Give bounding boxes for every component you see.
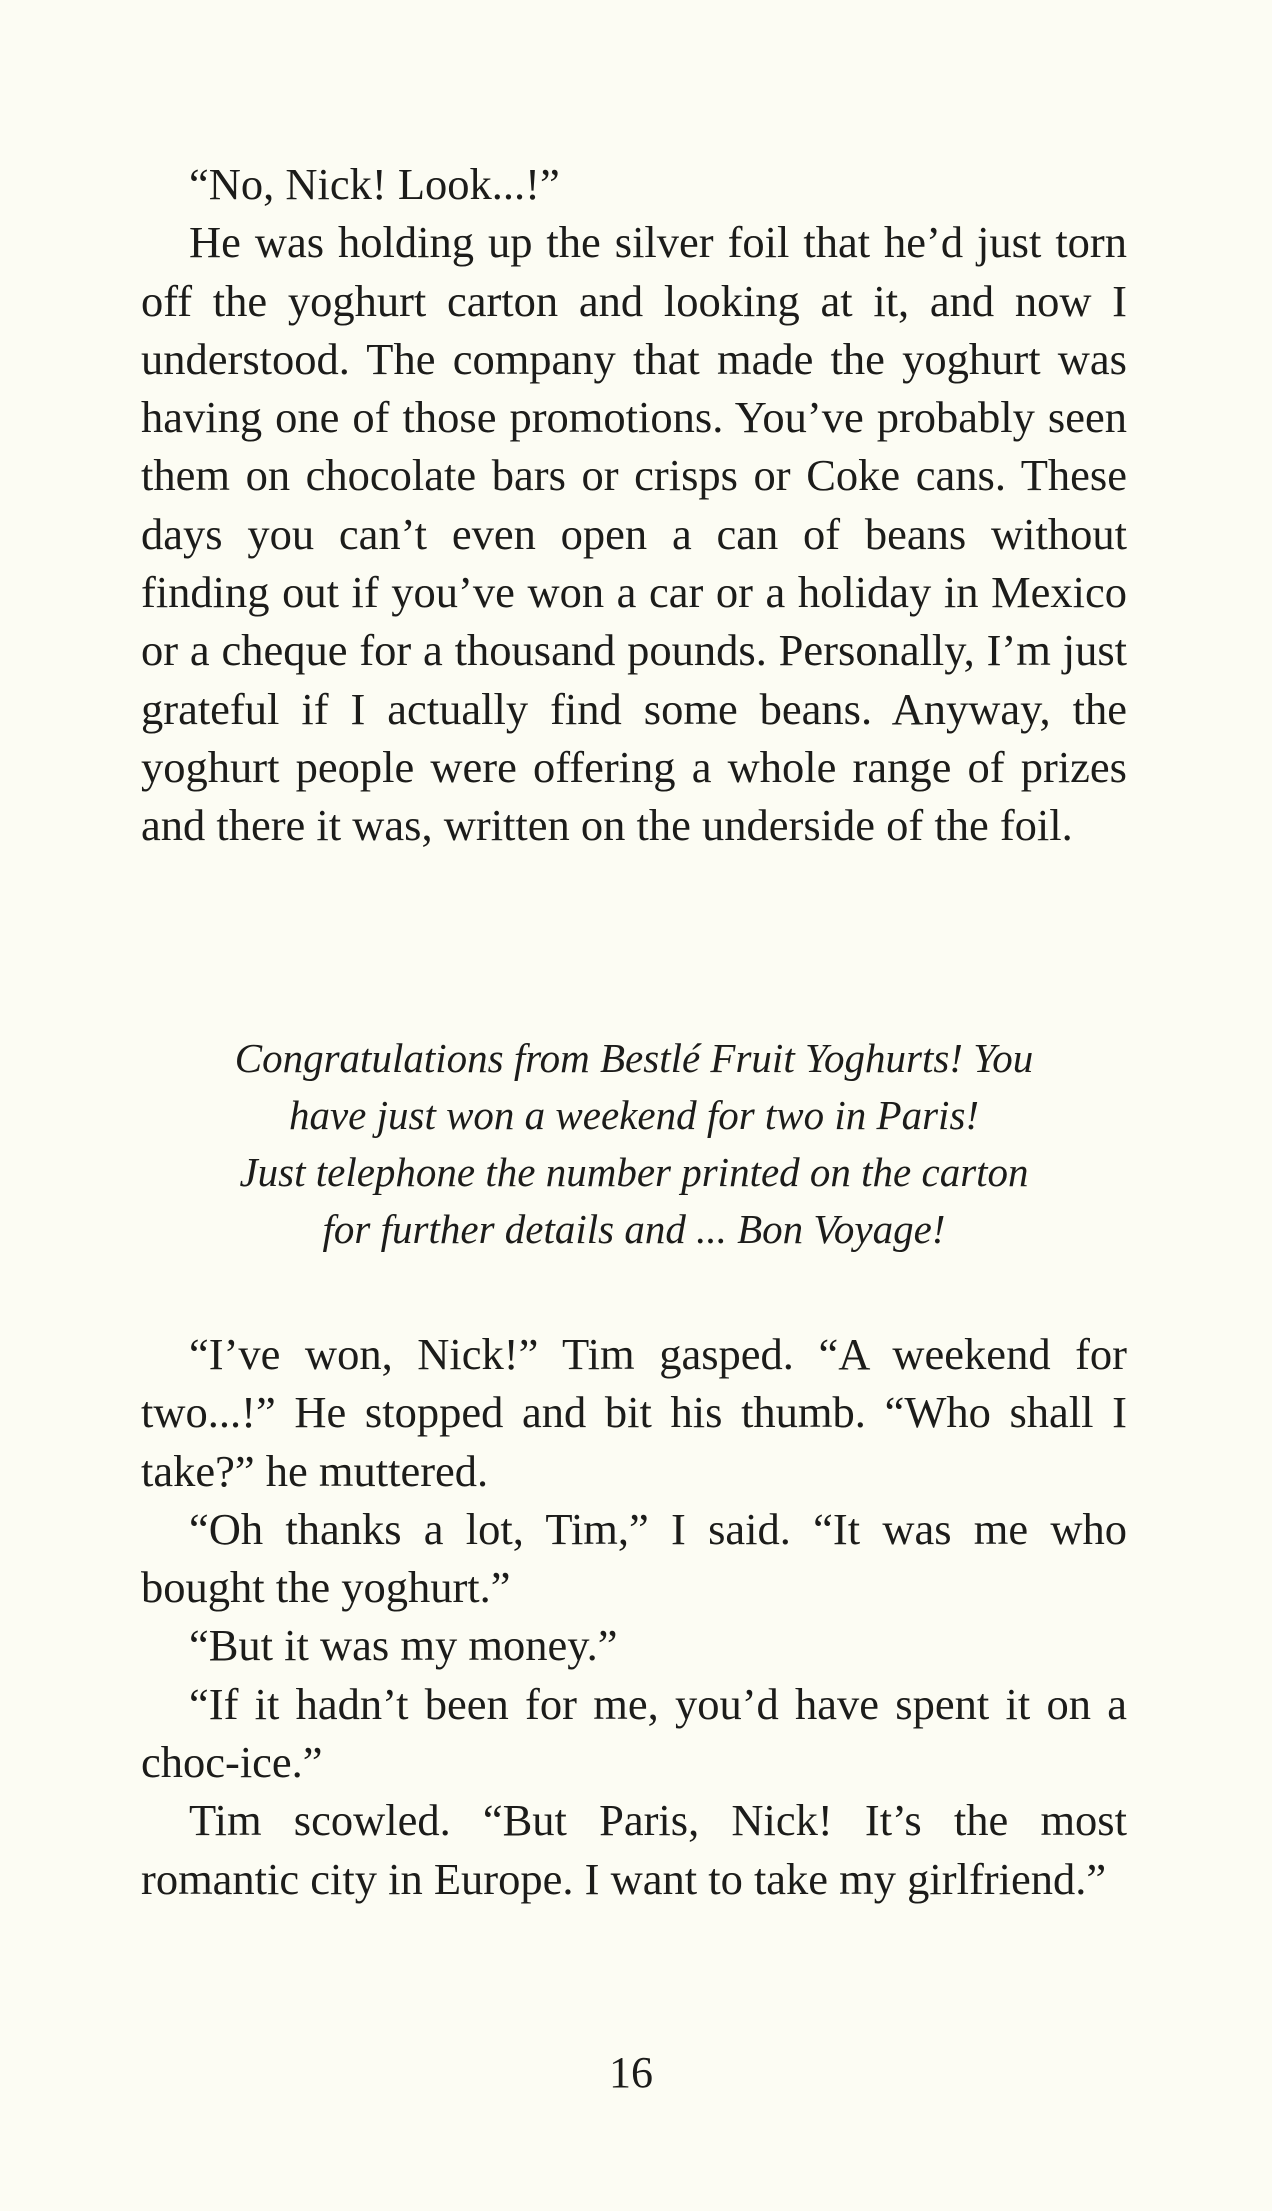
foil-message-line: Just telephone the number printed on the carton — [239, 1149, 1029, 1195]
paragraph: “But it was my money.” — [189, 1620, 618, 1671]
paragraph: “No, Nick! Look...!” — [189, 159, 560, 209]
paragraph: He was holding up the silver foil that he’d just torn off the yoghurt carton and looking at it, and now I understood. The company that made the yoghurt was having one of those promotions. You’ve probably seen them on chocolate bars or crisps or Coke cans. These days you can’t even open a can of beans without finding out if you’ve won a car or a holiday in Mexico or a cheque for a thousand pounds. Personally, I’m just grateful if I actually find some beans. Anyway, the yoghurt people were offering a whole range of prizes and there it was, written on the underside of the foil. — [141, 217, 1127, 851]
paragraph: “If it hadn’t been for me, you’d have spent it on a choc-ice.” — [141, 1678, 1127, 1788]
narrative-text-top — [141, 155, 1127, 855]
foil-message-line: for further details and ... Bon Voyage! — [322, 1206, 946, 1252]
narrative-text-bottom — [141, 1325, 1127, 1908]
paragraph: Tim scowled. “But Paris, Nick! It’s the most romantic city in Europe. I want to take my girlfriend.” — [141, 1795, 1127, 1904]
page-number: 16 — [609, 2048, 653, 2097]
foil-message-line: have just won a weekend for two in Paris! — [288, 1092, 980, 1138]
paragraph: “Oh thanks a lot, Tim,” I said. “It was me who bought the yoghurt.” — [141, 1503, 1127, 1613]
foil-message — [141, 1030, 1127, 1258]
foil-message-line: Congratulations from Bestlé Fruit Yoghurts! You — [234, 1035, 1034, 1081]
paragraph: “I’ve won, Nick!” Tim gasped. “A weekend for two...!” He stopped and bit his thumb. “Who shall I take?” he muttered. — [141, 1329, 1127, 1496]
